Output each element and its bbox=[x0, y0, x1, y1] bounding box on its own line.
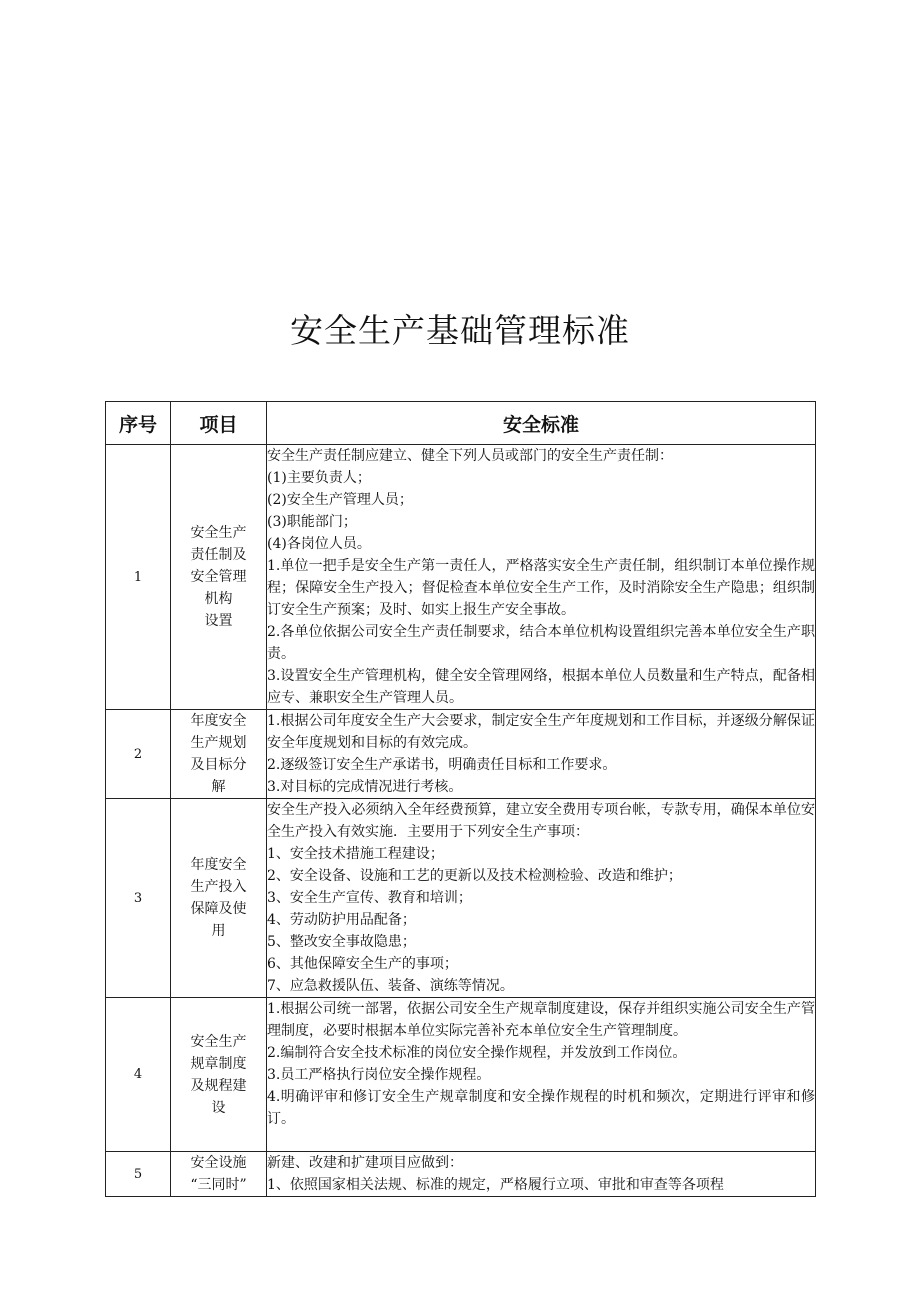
item-name-line: 安全生产 bbox=[190, 525, 247, 541]
table-row bbox=[106, 1152, 816, 1197]
header-seq: 序号 bbox=[106, 402, 171, 445]
table-row bbox=[106, 445, 816, 710]
standard-line: 1、依照国家相关法规、标准的规定，严格履行立项、审批和审查等各项程 bbox=[267, 1177, 724, 1192]
row-number: 4 bbox=[106, 998, 171, 1152]
standard-line: 1.根据公司统一部署，依据公司安全生产规章制度建设，保存并组织实施公司安全生产管理制度，必要时根据本单位实际完善补充本单位安全生产管理制度。 bbox=[267, 1001, 815, 1039]
standard-line: 安全生产投入必须纳入全年经费预算，建立安全费用专项台帐，专款专用，确保本单位安全生产投入有效实施．主要用于下列安全生产事项： bbox=[267, 802, 815, 840]
item-name bbox=[171, 998, 267, 1152]
item-name-line: 规章制度 bbox=[190, 1055, 247, 1072]
standard-line: 4、劳动防护用品配备； bbox=[267, 912, 416, 928]
header-item: 项目 bbox=[171, 402, 267, 445]
table-header-row bbox=[106, 402, 816, 445]
standard-line: 2.编制符合安全技术标准的岗位安全操作规程，并发放到工作岗位。 bbox=[267, 1045, 687, 1061]
standard-line: 2、安全设备、设施和工艺的更新以及技术检测检验、改造和维护； bbox=[267, 868, 682, 884]
item-name bbox=[171, 710, 267, 799]
item-name-line: 责任制及 bbox=[190, 547, 247, 563]
standard-line: 新建、改建和扩建项目应做到： bbox=[267, 1155, 463, 1171]
standard-line: 1.单位一把手是安全生产第一责任人，严格落实安全生产责任制，组织制订本单位操作规程；保障安全生产投入；督促检查本单位安全生产工作，及时消除安全生产隐患；组织制订安全生产预案；及时、如实上报生产安全事故。 bbox=[267, 558, 815, 618]
item-name-line: “三同时” bbox=[190, 1177, 247, 1193]
standard-line: 3.员工严格执行岗位安全操作规程。 bbox=[267, 1067, 491, 1083]
standard-line: 4.明确评审和修订安全生产规章制度和安全操作规程的时机和频次，定期进行评审和修订。 bbox=[267, 1089, 815, 1127]
standard-line: 3.对目标的完成情况进行考核。 bbox=[267, 779, 463, 795]
standard-line: (4)各岗位人员。 bbox=[267, 536, 371, 552]
item-name-line: 保障及使 bbox=[190, 901, 247, 917]
item-name bbox=[171, 445, 267, 710]
standard-text bbox=[267, 1152, 816, 1197]
item-name-line: 机构 bbox=[204, 591, 233, 607]
header-standard: 安全标准 bbox=[267, 402, 816, 445]
standard-line: 安全生产责任制应建立、健全下列人员或部门的安全生产责任制： bbox=[267, 448, 673, 464]
standard-line: 3.设置安全生产管理机构，健全安全管理网络，根据本单位人员数量和生产特点，配备相应专、兼职安全生产管理人员。 bbox=[267, 668, 815, 706]
table-row bbox=[106, 998, 816, 1152]
item-name bbox=[171, 1152, 267, 1197]
standard-line: (3)职能部门； bbox=[267, 514, 357, 530]
row-number: 1 bbox=[106, 445, 171, 710]
item-name-line: 年度安全 bbox=[190, 713, 247, 729]
table-row bbox=[106, 710, 816, 799]
item-name-line: 安全生产 bbox=[190, 1033, 247, 1050]
standard-line: 3、安全生产宣传、教育和培训； bbox=[267, 890, 472, 906]
item-name-line: 设置 bbox=[204, 613, 233, 629]
standard-line: 5、整改安全事故隐患； bbox=[267, 934, 416, 950]
item-name-line: 解 bbox=[211, 779, 226, 795]
row-number: 5 bbox=[106, 1152, 171, 1197]
item-name-line: 年度安全 bbox=[190, 857, 247, 873]
standard-text bbox=[267, 710, 816, 799]
standard-line: 1、安全技术措施工程建设； bbox=[267, 846, 444, 862]
item-name-line: 用 bbox=[211, 923, 226, 939]
item-name-line: 及规程建 bbox=[190, 1077, 247, 1094]
item-name-line: 生产规划 bbox=[190, 735, 247, 751]
standard-line: 1.根据公司年度安全生产大会要求，制定安全生产年度规划和工作目标，并逐级分解保证安全年度规划和目标的有效完成。 bbox=[267, 713, 815, 751]
item-name-line: 安全设施 bbox=[190, 1155, 247, 1171]
standards-table bbox=[105, 401, 816, 1197]
item-name-line: 及目标分 bbox=[190, 757, 247, 773]
standard-text bbox=[267, 998, 816, 1152]
standard-line: 6、其他保障安全生产的事项； bbox=[267, 956, 458, 972]
item-name bbox=[171, 799, 267, 998]
item-name-line: 安全管理 bbox=[190, 569, 247, 585]
standard-line: 7、应急救援队伍、装备、演练等情况。 bbox=[267, 978, 514, 994]
row-number: 3 bbox=[106, 799, 171, 998]
table-row bbox=[106, 799, 816, 998]
standard-line: 2.各单位依据公司安全生产责任制要求，结合本单位机构设置组织完善本单位安全生产职责。 bbox=[267, 624, 815, 662]
standard-text bbox=[267, 445, 816, 710]
row-number: 2 bbox=[106, 710, 171, 799]
standard-text bbox=[267, 799, 816, 998]
standard-line: (1)主要负责人； bbox=[267, 470, 371, 486]
standard-line: (2)安全生产管理人员； bbox=[267, 492, 413, 508]
standard-line: 2.逐级签订安全生产承诺书，明确责任目标和工作要求。 bbox=[267, 757, 617, 773]
item-name-line: 生产投入 bbox=[190, 879, 247, 895]
page-title: 安全生产基础管理标准 bbox=[290, 311, 630, 350]
item-name-line: 设 bbox=[211, 1099, 226, 1116]
